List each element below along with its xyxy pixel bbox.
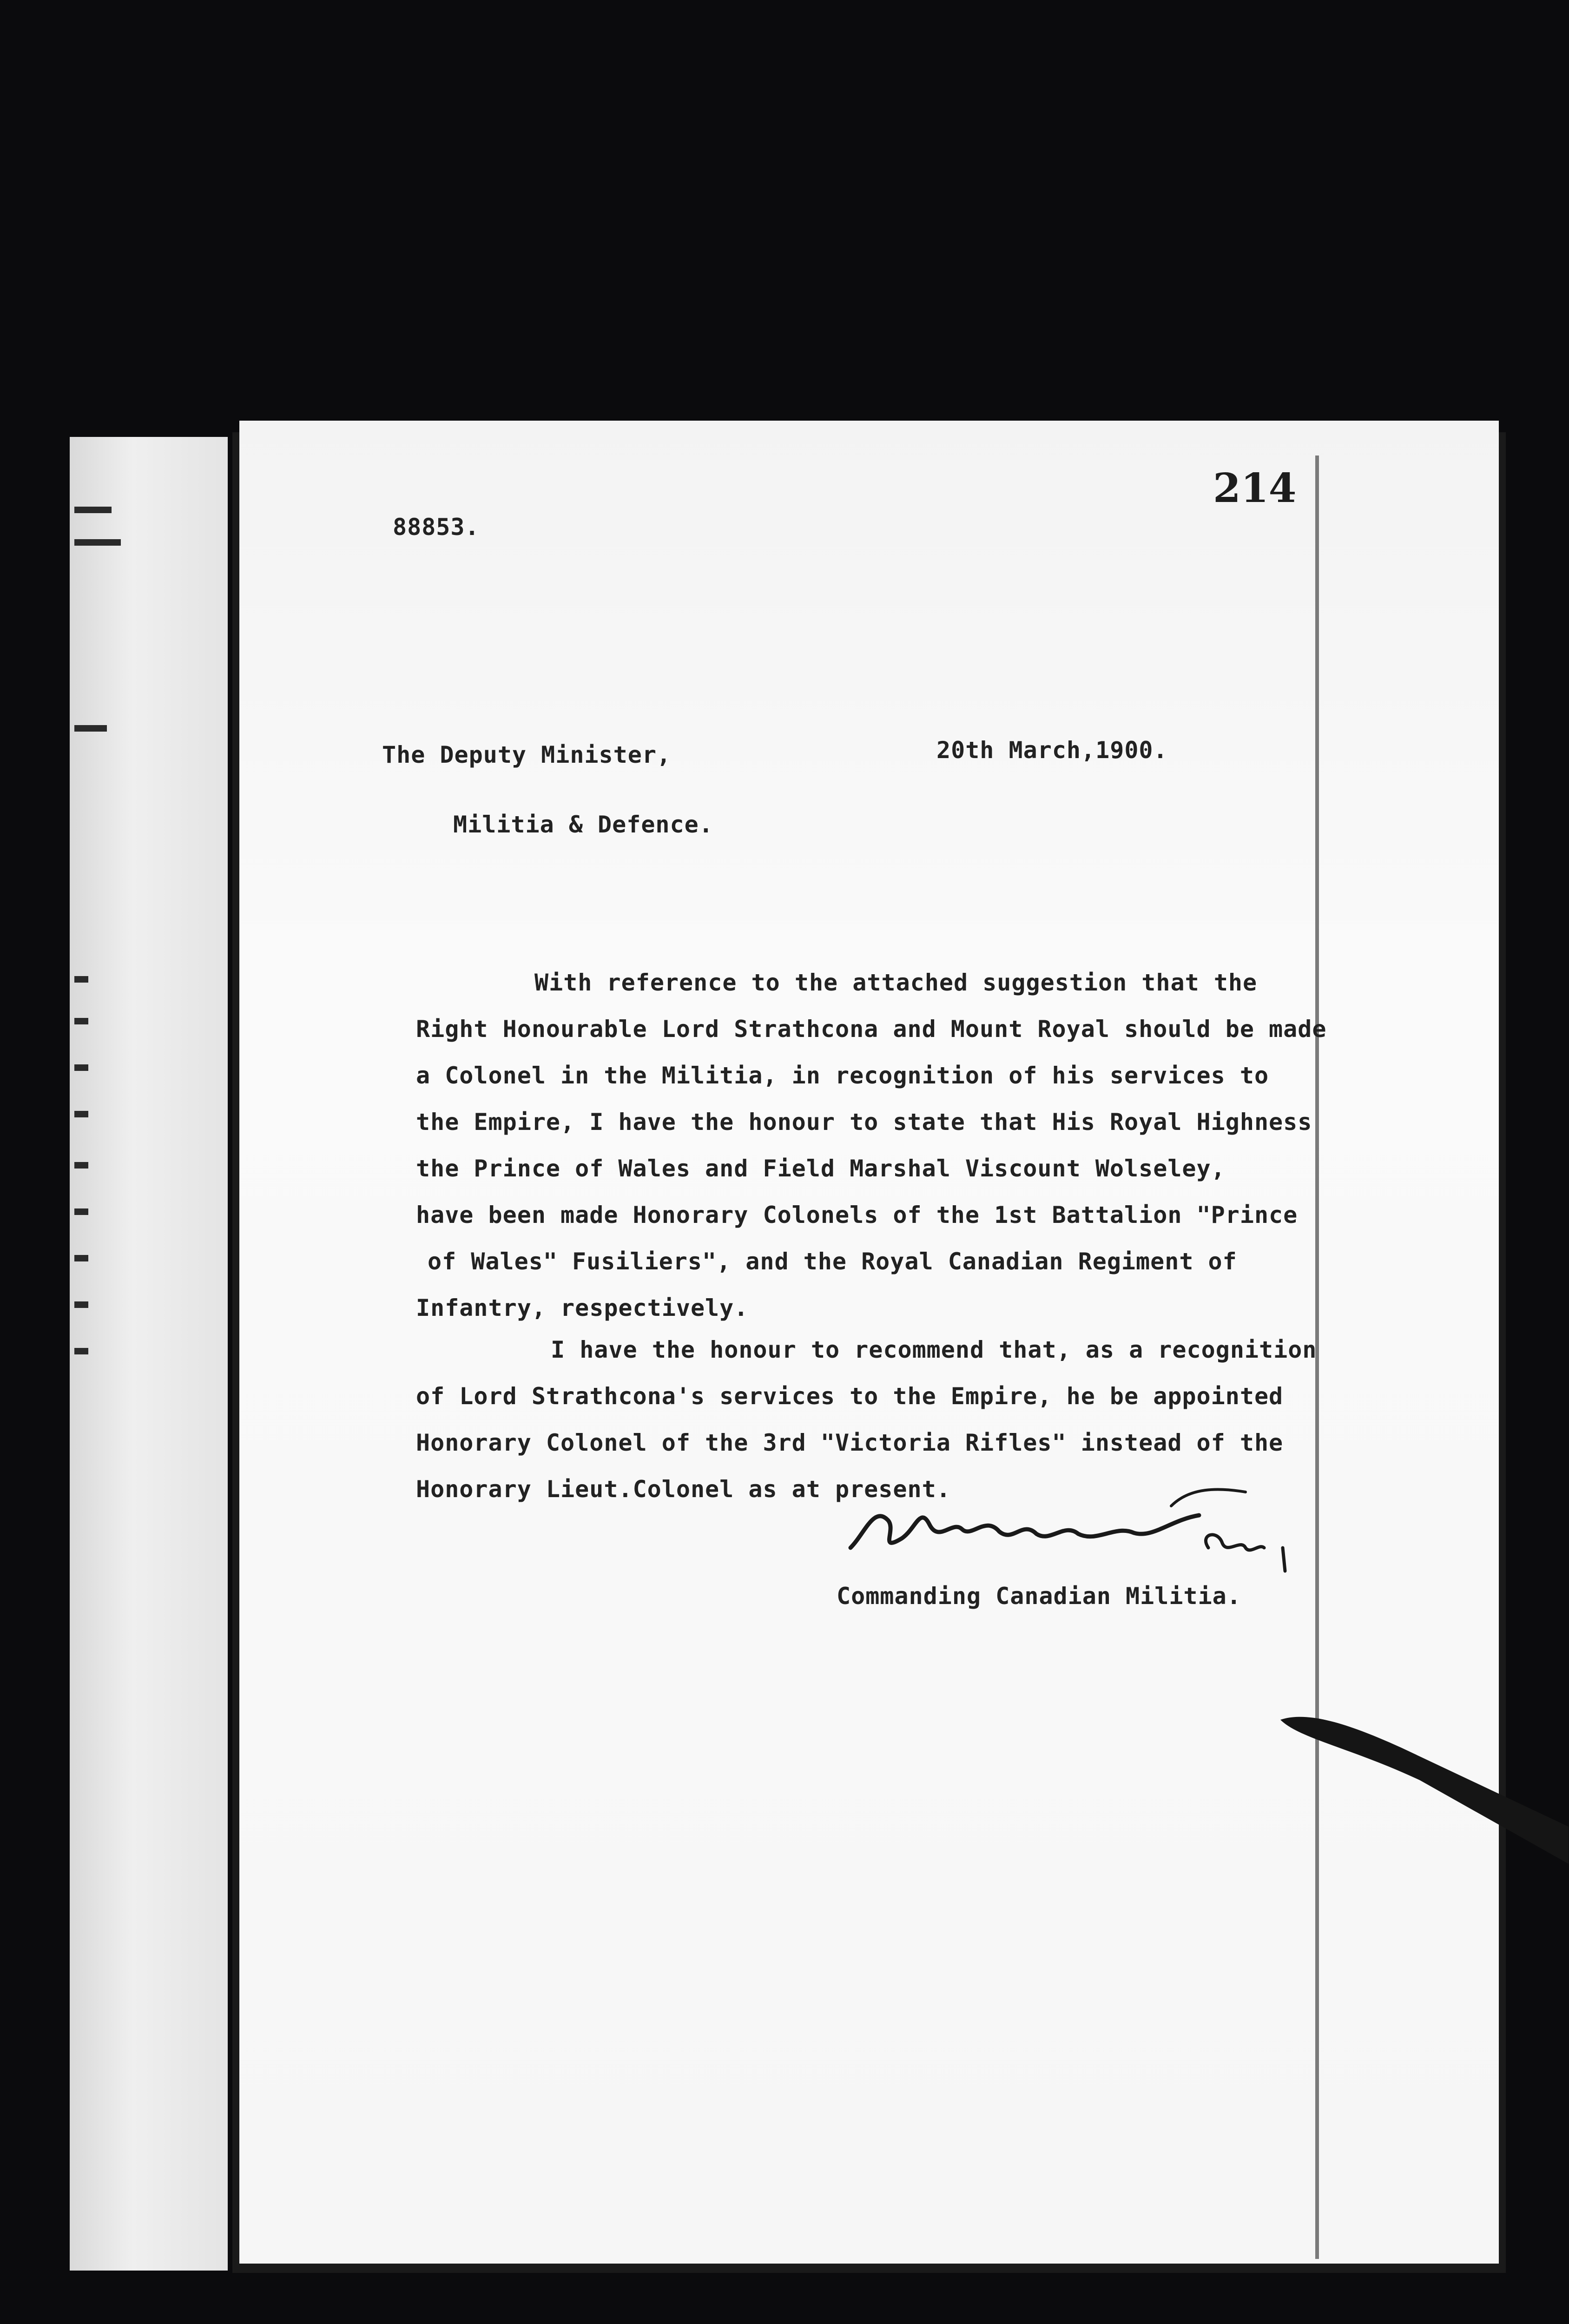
text-fragment (74, 1162, 88, 1169)
text-fragment (74, 1348, 88, 1354)
body-line: the Empire, I have the honour to state that His Royal Highness (416, 1109, 1312, 1136)
body-line: Right Honourable Lord Strathcona and Mount Royal should be made (416, 1016, 1327, 1043)
text-fragment (74, 507, 112, 513)
adjacent-page-strip (70, 437, 228, 2271)
body-line: have been made Honorary Colonels of the 1st Battalion "Prince (416, 1202, 1298, 1228)
body-line: With reference to the attached suggestion that the (534, 969, 1258, 996)
pointer-object (1280, 1710, 1569, 1878)
text-fragment (74, 539, 121, 546)
addressee-line-2: Militia & Defence. (453, 811, 713, 838)
text-fragment (74, 1018, 88, 1024)
body-line: Honorary Lieut.Colonel as at present. (416, 1476, 951, 1503)
letter-date: 20th March,1900. (936, 737, 1168, 764)
signature-title: Commanding Canadian Militia. (837, 1583, 1241, 1610)
text-fragment (74, 725, 107, 732)
body-line: a Colonel in the Militia, in recognition of his services to (416, 1062, 1269, 1089)
body-line: I have the honour to recommend that, as a recognition (551, 1336, 1317, 1363)
body-line: of Wales" Fusiliers", and the Royal Canadian Regiment of (428, 1248, 1237, 1275)
handwritten-signature (846, 1478, 1301, 1576)
page-number: 214 (1213, 465, 1297, 512)
body-line: Honorary Colonel of the 3rd "Victoria Rifles" instead of the (416, 1429, 1284, 1456)
file-number: 88853. (393, 514, 480, 541)
text-fragment (74, 1111, 88, 1117)
text-fragment (74, 1301, 88, 1308)
body-line: the Prince of Wales and Field Marshal Viscount Wolseley, (416, 1155, 1226, 1182)
body-line: of Lord Strathcona's services to the Empire, he be appointed (416, 1383, 1284, 1410)
text-fragment (74, 976, 88, 983)
text-fragment (74, 1255, 88, 1261)
text-fragment (74, 1064, 88, 1071)
text-fragment (74, 1208, 88, 1215)
addressee-line-1: The Deputy Minister, (382, 741, 672, 768)
body-line: Infantry, respectively. (416, 1294, 749, 1321)
